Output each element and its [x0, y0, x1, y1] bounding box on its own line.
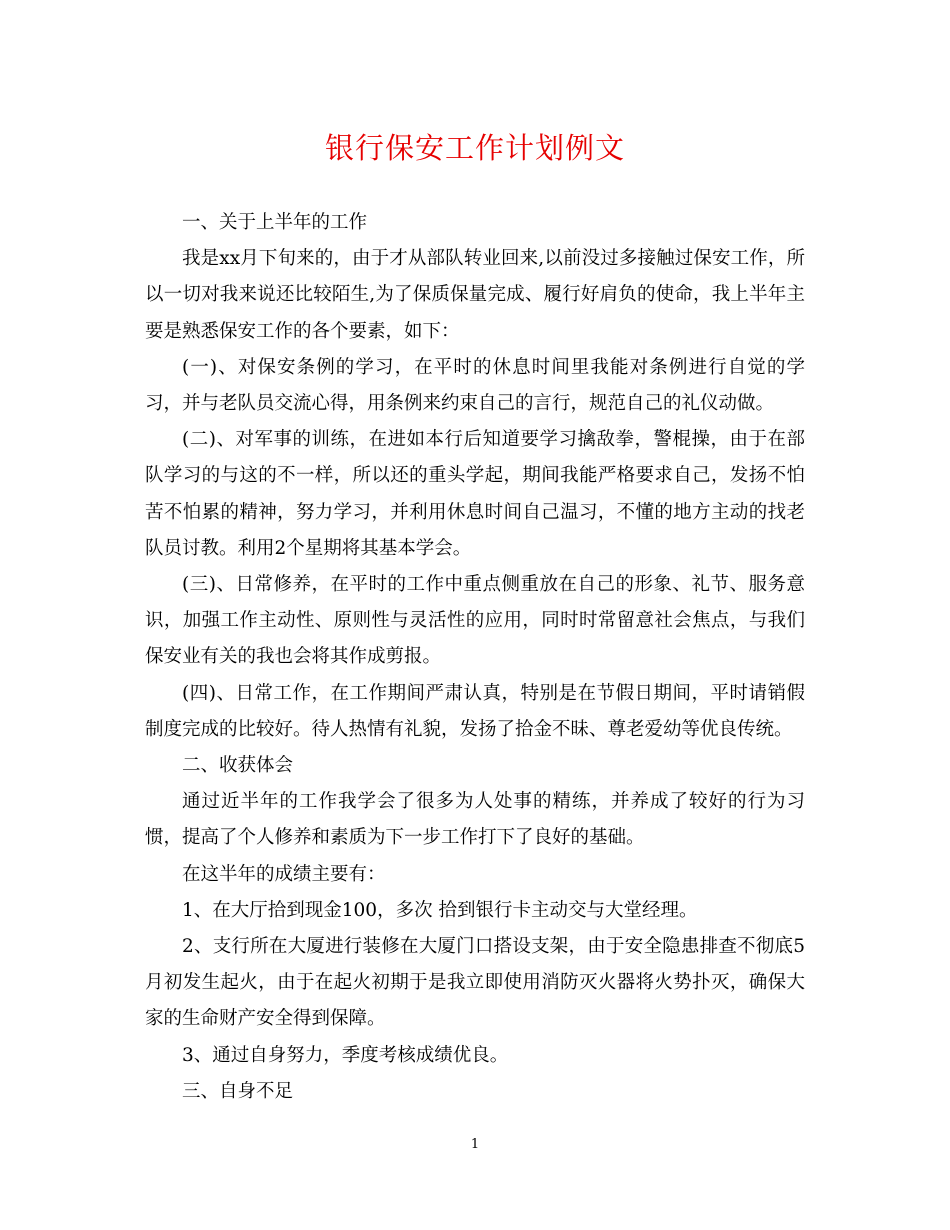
- paragraph: 在这半年的成绩主要有：: [182, 863, 386, 885]
- section-heading: 一、关于上半年的工作: [182, 212, 368, 233]
- paragraph: (四)、日常工作，在工作期间严肃认真，特别是在节假日期间，平时请销假制度完成的比较好。待人热情有礼貌，发扬了拾金不昧、尊老爱幼等优良传统。: [145, 682, 805, 740]
- list-item: 3、通过自身努力，季度考核成绩优良。: [182, 1044, 509, 1066]
- section-heading: 二、收获体会: [182, 755, 294, 777]
- paragraph: 我是xx月下旬来的，由于才从部队转业回来,以前没过多接触过保安工作，所以一切对我来说还比较陌生,为了保质保量完成、履行好肩负的使命，我上半年主要是熟悉保安工作的各个要素，如下：: [145, 248, 805, 342]
- page-number: 1: [470, 1137, 480, 1152]
- section-heading: 三、自身不足: [182, 1080, 294, 1102]
- paragraph: (二)、对军事的训练，在进如本行后知道要学习擒敌拳，警棍操，由于在部队学习的与这的不一样，所以还的重头学起，期间我能严格要求自己，发扬不怕苦不怕累的精神，努力学习，并利用休息时间自己温习，不懂的地方主动的找老队员讨教。利用2个星期将其基本学会。: [145, 429, 805, 559]
- document-body: [145, 205, 805, 1110]
- list-item: 2、支行所在大厦进行装修在大厦门口搭设支架，由于安全隐患排查不彻底5月初发生起火，由于在起火初期于是我立即使用消防灭火器将火势扑灭，确保大家的生命财产安全得到保障。: [145, 936, 805, 1030]
- paragraph: (三)、日常修养，在平时的工作中重点侧重放在自己的形象、礼节、服务意识，加强工作主动性、原则性与灵活性的应用，同时时常留意社会焦点，与我们保安业有关的我也会将其作成剪报。: [145, 574, 805, 668]
- paragraph: (一)、对保安条例的学习，在平时的休息时间里我能对条例进行自觉的学习，并与老队员交流心得，用条例来约束自己的言行，规范自己的礼仪动做。: [145, 356, 805, 415]
- document-title: 银行保安工作计划例文: [324, 131, 625, 165]
- paragraph: 通过近半年的工作我学会了很多为人处事的精练，并养成了较好的行为习惯，提高了个人修养和素质为下一步工作打下了良好的基础。: [145, 791, 805, 849]
- list-item: 1、在大厅拾到现金100，多次 拾到银行卡主动交与大堂经理。: [182, 899, 698, 921]
